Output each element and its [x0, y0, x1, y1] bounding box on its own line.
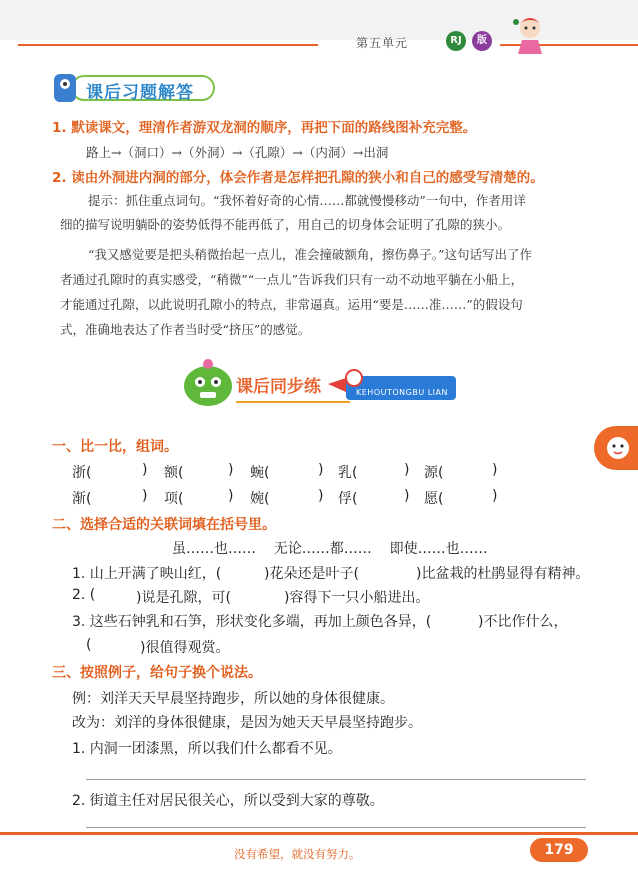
sentence-part: )比盆栽的杜鹃显得有精神。 — [416, 566, 590, 582]
exercise-2-sentence-2 — [72, 587, 592, 607]
answer-line-2[interactable] — [86, 826, 586, 828]
word-item: 源( — [424, 465, 444, 481]
footer-rule — [0, 832, 638, 835]
word-item: 浙( — [72, 465, 92, 481]
hint-line-5: 才能通过孔隙，以此说明孔隙小的特点，非常逼真。运用“要是……准……”的假设句 — [60, 297, 523, 312]
word-item: 渐( — [72, 491, 92, 507]
section-title-answers: 课后习题解答 — [86, 83, 194, 103]
exercise-3-sentence-1: 1. 内洞一团漆黑，所以我们什么都看不见。 — [72, 741, 342, 757]
word-item: 俘( — [338, 491, 358, 507]
word-item: ) — [404, 488, 410, 504]
hint-line-2: 细的描写说明躺卧的姿势低得不能再低了，用自己的切身体会证明了孔隙的狭小。 — [60, 217, 511, 232]
word-item: ) — [492, 488, 498, 504]
footer-motto: 没有希望，就没有努力。 — [234, 847, 361, 861]
page-number: 179 — [530, 838, 588, 862]
side-tab — [594, 426, 638, 470]
cartoon-face-icon — [594, 426, 638, 470]
exercise-2-title: 二、选择合适的关联词填在括号里。 — [52, 517, 276, 533]
route-answer: 路上→（洞口）→（外洞）→（孔隙）→（内洞）→出洞 — [86, 145, 389, 160]
example-sentence: 例：刘洋天天早晨坚持跑步，所以她的身体很健康。 — [72, 691, 394, 707]
sentence-part: )花朵还是叶子( — [264, 566, 359, 582]
word-item: ) — [142, 488, 148, 504]
header-rule-left — [18, 44, 318, 46]
sentence-part: 3. 这些石钟乳和石笋，形状变化多端，再加上颜色各异，( — [72, 614, 432, 630]
word-item: ) — [142, 462, 148, 478]
section-title-pinyin: KEHOUTONGBU LIAN — [356, 388, 448, 397]
word-item: ) — [228, 488, 234, 504]
word-item: 蜿( — [250, 465, 270, 481]
question-2: 2. 读由外洞进内洞的部分，体会作者是怎样把孔隙的狭小和自己的感受写清楚的。 — [52, 170, 544, 186]
question-1: 1. 默读课文，理清作者游双龙洞的顺序，再把下面的路线图补充完整。 — [52, 120, 477, 136]
word-item: ) — [404, 462, 410, 478]
word-item: 项( — [164, 491, 184, 507]
word-item: 愿( — [424, 491, 444, 507]
section-title-practice: 课后同步练 — [236, 377, 321, 397]
sentence-part: 2. ( — [72, 587, 96, 603]
exercise-2-sentence-3-cont — [86, 637, 386, 657]
word-item: ) — [318, 462, 324, 478]
exercise-2-sentence-1 — [72, 563, 592, 583]
sentence-part: )容得下一只小船进出。 — [284, 590, 430, 606]
exercise-3-sentence-2: 2. 街道主任对居民很关心，所以受到大家的尊敬。 — [72, 793, 384, 809]
hint-line-1: 提示：抓住重点词句。“我怀着好奇的心情……都就慢慢移动”一句中，作者用详 — [88, 193, 526, 208]
word-item: ) — [318, 488, 324, 504]
conjunction-options: 虽……也…… 无论……都…… 即使……也…… — [172, 541, 488, 557]
unit-label: 第五单元 — [356, 36, 409, 50]
word-item: 婉( — [250, 491, 270, 507]
word-item: ) — [228, 462, 234, 478]
rj-badge: RJ — [446, 31, 466, 51]
example-rewrite: 改为：刘洋的身体很健康，是因为她天天早晨坚持跑步。 — [72, 715, 422, 731]
cartoon-girl-icon — [508, 14, 552, 54]
hint-line-3: “我又感觉要是把头稍微抬起一点儿，准会撞破额角，擦伤鼻子。”这句话写出了作 — [88, 247, 533, 262]
word-item: ) — [492, 462, 498, 478]
answer-line-1[interactable] — [86, 778, 586, 780]
sentence-part: )不比作什么， — [478, 614, 568, 630]
sentence-part: ( — [86, 637, 92, 653]
exercise-3-title: 三、按照例子，给句子换个说法。 — [52, 665, 262, 681]
hint-line-4: 者通过孔隙时的真实感受，“稍微”“一点儿”告诉我们只有一动不动地平躺在小船上， — [60, 272, 524, 287]
word-item: 额( — [164, 465, 184, 481]
sentence-part: 1. 山上开满了映山红，( — [72, 566, 222, 582]
exercise-1-title: 一、比一比，组词。 — [52, 439, 178, 455]
sentence-part: )说是孔隙，可( — [136, 590, 231, 606]
edition-badge: 版 — [472, 31, 492, 51]
exercise-2-sentence-3 — [72, 611, 592, 631]
sentence-part: )很值得观赏。 — [140, 640, 230, 656]
word-item: 乳( — [338, 465, 358, 481]
hint-line-6: 式，准确地表达了作者当时受“挤压”的感觉。 — [60, 322, 311, 337]
